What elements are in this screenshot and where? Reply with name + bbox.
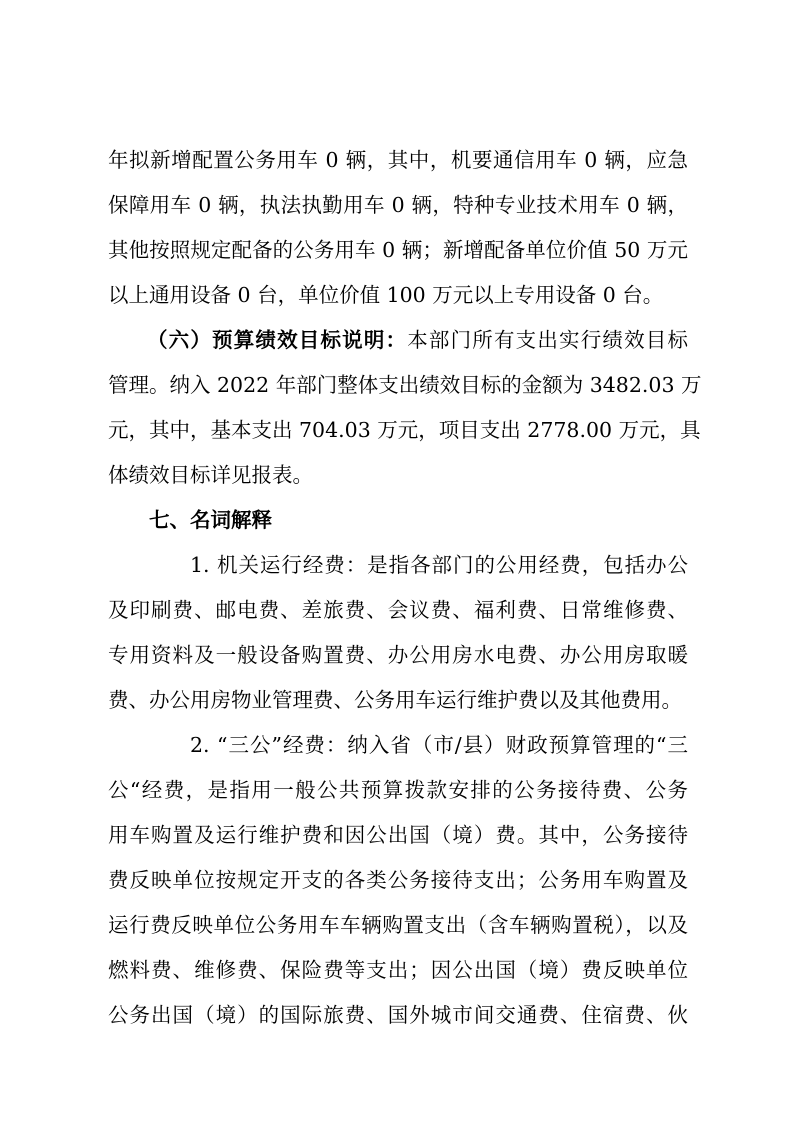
subsection-heading: （六）预算绩效目标说明：	[147, 328, 408, 352]
paragraph-line: 运行费反映单位公务用车车辆购置支出（含车辆购置税），以及	[108, 913, 688, 937]
paragraph-line: 年拟新增配置公务用车 0 辆，其中，机要通信用车 0 辆，应急	[108, 148, 688, 172]
paragraph-line: 以上通用设备 0 台，单位价值 100 万元以上专用设备 0 台。	[108, 283, 664, 307]
paragraph-text: 本部门所有支出实行绩效目标	[407, 328, 688, 352]
paragraph-line: 燃料费、维修费、保险费等支出；因公出国（境）费反映单位	[108, 958, 688, 982]
paragraph-line: 公“经费，是指用一般公共预算拨款安排的公务接待费、公务	[108, 778, 688, 802]
paragraph-line: 1. 机关运行经费：是指各部门的公用经费，包括办公	[190, 553, 688, 577]
paragraph-line: 其他按照规定配备的公务用车 0 辆；新增配备单位价值 50 万元	[108, 238, 688, 262]
paragraph-line: 体绩效目标详见报表。	[108, 463, 313, 487]
paragraph-line: 元，其中，基本支出 704.03 万元，项目支出 2778.00 万元，具	[108, 418, 701, 442]
paragraph-line: 管理。纳入 2022 年部门整体支出绩效目标的金额为 3482.03 万	[108, 373, 702, 397]
paragraph-line: 及印刷费、邮电费、差旅费、会议费、福利费、日常维修费、	[108, 598, 688, 622]
paragraph-line	[147, 326, 688, 354]
paragraph-line: 用车购置及运行维护费和因公出国（境）费。其中，公务接待	[108, 823, 688, 847]
paragraph-line: 费、办公用房物业管理费、公务用车运行维护费以及其他费用。	[108, 688, 682, 712]
section-title: 七、名词解释	[149, 508, 272, 532]
paragraph-line: 公务出国（境）的国际旅费、国外城市间交通费、住宿费、伙	[108, 1003, 688, 1027]
paragraph-line: 保障用车 0 辆，执法执勤用车 0 辆，特种专业技术用车 0 辆，	[108, 193, 688, 217]
paragraph-line: 费反映单位按规定开支的各类公务接待支出；公务用车购置及	[108, 868, 688, 892]
paragraph-line: 专用资料及一般设备购置费、办公用房水电费、办公用房取暖	[108, 643, 688, 667]
paragraph-line: 2. “三公”经费：纳入省（市/县）财政预算管理的“三	[190, 733, 688, 757]
